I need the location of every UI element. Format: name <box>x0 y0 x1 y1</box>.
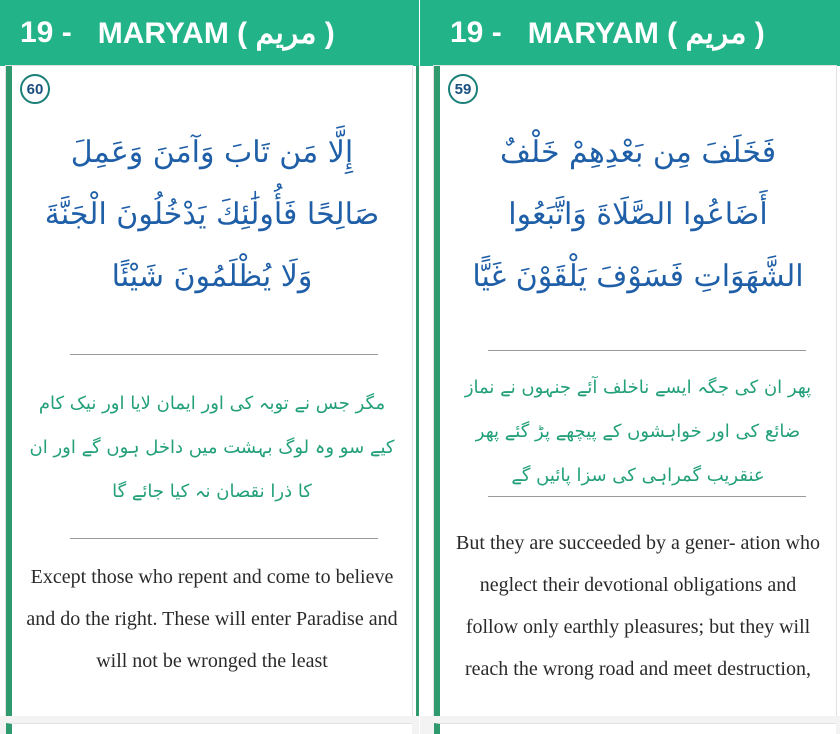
surah-number: 19 - <box>450 16 502 49</box>
surah-number: 19 - <box>20 16 72 49</box>
next-card-strip <box>0 716 420 734</box>
next-card[interactable] <box>434 723 836 734</box>
english-translation: Except those who repent and come to believe and do the right. These will enter Paradise and will not be wronged the least <box>26 566 398 672</box>
surah-title: MARYAM ( مريم ) <box>527 16 765 50</box>
arabic-text: إِلَّا مَن تَابَ وَآمَنَ وَعَمِلَ صَالِحًا فَأُولَٰئِكَ يَدْخُلُونَ الْجَنَّةَ وَلَا يُظْلَمُونَ شَيْئًا <box>44 135 380 294</box>
next-card-strip <box>420 716 840 734</box>
next-card[interactable] <box>6 723 412 734</box>
urdu-translation: پھر ان کی جگہ ایسے ناخلف آئے جنہوں نے نماز ضائع کی اور خواہشوں کے پیچھے پڑ گئے پھر عنقریب گمراہی کی سزا پائیں گے <box>464 377 812 486</box>
verse-number-badge: 59 <box>448 74 478 104</box>
divider <box>488 350 806 351</box>
english-translation: But they are succeeded by a gener- ation who neglect their devotional obligations and follow only earthly pleasures; but they will reach the wrong road and meet destruction, <box>456 532 820 680</box>
verse-number-badge: 60 <box>20 74 50 104</box>
arabic-text: فَخَلَفَ مِن بَعْدِهِمْ خَلْفٌ أَضَاعُوا الصَّلَاةَ وَاتَّبَعُوا الشَّهَوَاتِ فَسَوْفَ يَلْقَوْنَ غَيًّا <box>472 135 804 294</box>
verse-card[interactable] <box>6 66 412 716</box>
divider <box>70 538 378 539</box>
verse-card[interactable] <box>434 66 836 716</box>
divider <box>488 496 806 497</box>
divider <box>70 354 378 355</box>
urdu-translation: مگر جس نے توبہ کی اور ایمان لایا اور نیک کام کیے سو وہ لوگ بہشت میں داخل ہوں گے اور ان کا ذرا نقصان نہ کیا جائے گا <box>29 393 395 502</box>
page-right <box>420 0 840 734</box>
surah-header <box>420 0 840 66</box>
surah-header <box>0 0 420 66</box>
surah-title: MARYAM ( مريم ) <box>97 16 335 50</box>
